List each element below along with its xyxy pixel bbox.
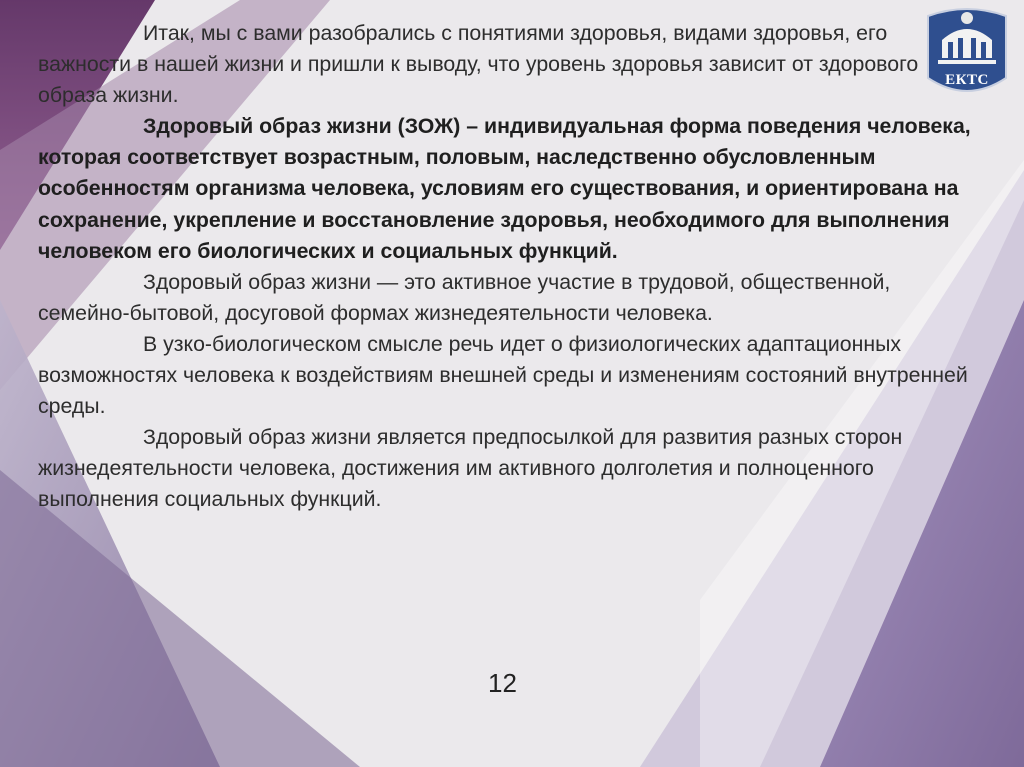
college-logo-text: ЕКТС [945,72,989,88]
college-logo [924,6,1010,98]
paragraph-participation: Здоровый образ жизни — это активное участие в трудовой, общественной, семейно-бытовой, досуговой формах жизнедеятельности человека. [38,269,891,325]
page-number: 12 [488,668,517,698]
paragraph-definition: Здоровый образ жизни (ЗОЖ) – индивидуальная форма поведения человека, которая соответствует возрастным, половым, наследственно обусловленным особенностям организма человека, условиям его существования, и ориентирована на сохранение, укрепление и восстановление здоровья, необходимого для выполнения человеком его биологических и социальных функций. [38,114,971,263]
paragraph-intro: Итак, мы с вами разобрались с понятиями здоровья, видами здоровья, его важности в нашей жизни и пришли к выводу, что уровень здоровья зависит от здорового образа жизни. [38,21,919,108]
slide-body [38,18,978,516]
paragraph-prerequisite: Здоровый образ жизни является предпосылкой для развития разных сторон жизнедеятельности человека, достижения им активного долголетия и полноценного выполнения социальных функций. [38,425,903,512]
paragraph-biological: В узко-биологическом смысле речь идет о физиологических адаптационных возможностях человека к воздействиям внешней среды и изменениям состояний внутренней среды. [38,331,968,419]
